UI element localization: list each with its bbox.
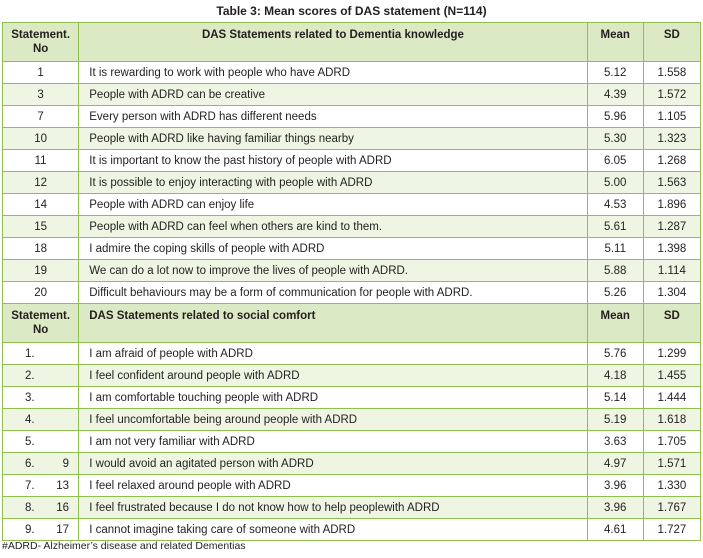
- table-row: [3, 282, 701, 304]
- statement-no: [3, 343, 79, 365]
- header-statement-no-line2: No: [32, 324, 49, 336]
- header-statement-no-line2: No: [32, 43, 49, 55]
- table-row: [3, 84, 701, 106]
- mean-value: 5.76: [587, 343, 643, 365]
- mean-value: 5.19: [587, 409, 643, 431]
- mean-value: 4.39: [587, 84, 643, 106]
- header-mean: Mean: [587, 23, 643, 62]
- sd-value: 1.268: [643, 150, 700, 172]
- table-row: [3, 453, 701, 475]
- statement-text: I am afraid of people with ADRD: [79, 343, 587, 365]
- statement-no: 11: [3, 150, 79, 172]
- statement-no: [3, 475, 79, 497]
- statement-text: People with ADRD like having familiar things nearby: [79, 128, 587, 150]
- statement-text: I feel frustrated because I do not know how to help peoplewith ADRD: [79, 497, 587, 519]
- sd-value: 1.705: [643, 431, 700, 453]
- sd-value: 1.444: [643, 387, 700, 409]
- statement-no: [3, 365, 79, 387]
- statement-text: I feel relaxed around people with ADRD: [79, 475, 587, 497]
- statement-text: It is possible to enjoy interacting with people with ADRD: [79, 172, 587, 194]
- mean-value: 4.53: [587, 194, 643, 216]
- table-row: [3, 387, 701, 409]
- statement-serial: 1.: [25, 347, 35, 360]
- sd-value: 1.114: [643, 260, 700, 282]
- mean-value: 4.18: [587, 365, 643, 387]
- sd-value: 1.287: [643, 216, 700, 238]
- mean-value: 5.96: [587, 106, 643, 128]
- statement-text: I am not very familiar with ADRD: [79, 431, 587, 453]
- statement-text: I admire the coping skills of people with ADRD: [79, 238, 587, 260]
- table-row: [3, 519, 701, 541]
- table-row: [3, 128, 701, 150]
- section-header-row: [3, 23, 701, 62]
- statement-serial: 5.: [25, 435, 35, 448]
- sd-value: 1.398: [643, 238, 700, 260]
- sd-value: 1.572: [643, 84, 700, 106]
- statement-serial: 4.: [25, 413, 35, 426]
- statement-no: 1: [3, 62, 79, 84]
- statement-no: [3, 431, 79, 453]
- table-row: [3, 475, 701, 497]
- sd-value: 1.571: [643, 453, 700, 475]
- statement-serial: 9.: [25, 523, 35, 536]
- mean-value: 5.00: [587, 172, 643, 194]
- statement-no: [3, 387, 79, 409]
- table-row: [3, 172, 701, 194]
- mean-value: 5.30: [587, 128, 643, 150]
- sd-value: 1.304: [643, 282, 700, 304]
- statement-serial: 6.: [25, 457, 35, 470]
- sd-value: 1.767: [643, 497, 700, 519]
- das-scores-table: [2, 22, 701, 541]
- statement-no: 14: [3, 194, 79, 216]
- statement-text: I cannot imagine taking care of someone with ADRD: [79, 519, 587, 541]
- table-caption: Table 3: Mean scores of DAS statement (N=114): [216, 4, 487, 18]
- sd-value: 1.323: [643, 128, 700, 150]
- sd-value: 1.896: [643, 194, 700, 216]
- header-statement: DAS Statements related to Dementia knowledge: [79, 23, 587, 62]
- header-sd: SD: [643, 23, 700, 62]
- statement-no: 10: [3, 128, 79, 150]
- header-statement: DAS Statements related to social comfort: [79, 304, 587, 343]
- statement-no: 18: [3, 238, 79, 260]
- mean-value: 4.61: [587, 519, 643, 541]
- section-header-row: [3, 304, 701, 343]
- sd-value: 1.563: [643, 172, 700, 194]
- statement-text: I am comfortable touching people with ADRD: [79, 387, 587, 409]
- header-statement-no-line1: Statement.: [11, 29, 71, 41]
- statement-serial: 8.: [25, 501, 35, 514]
- statement-serial: 3.: [25, 391, 35, 404]
- statement-original-no: 13: [56, 479, 69, 492]
- statement-original-no: 16: [56, 501, 69, 514]
- statement-no: [3, 453, 79, 475]
- sd-value: 1.105: [643, 106, 700, 128]
- sd-value: 1.558: [643, 62, 700, 84]
- table-row: [3, 431, 701, 453]
- statement-no: [3, 409, 79, 431]
- statement-no: 19: [3, 260, 79, 282]
- statement-original-no: 9: [62, 457, 69, 470]
- header-statement-no: [3, 304, 79, 343]
- statement-text: Difficult behaviours may be a form of communication for people with ADRD.: [79, 282, 587, 304]
- table-row: [3, 194, 701, 216]
- header-statement-no: [3, 23, 79, 62]
- statement-text: People with ADRD can feel when others are kind to them.: [79, 216, 587, 238]
- statement-no: 20: [3, 282, 79, 304]
- mean-value: 6.05: [587, 150, 643, 172]
- sd-value: 1.330: [643, 475, 700, 497]
- mean-value: 5.14: [587, 387, 643, 409]
- table-footnote: #ADRD- Alzheimer’s disease and related Dementias: [2, 540, 246, 552]
- mean-value: 4.97: [587, 453, 643, 475]
- statement-no: 12: [3, 172, 79, 194]
- table-row: [3, 409, 701, 431]
- statement-no: 3: [3, 84, 79, 106]
- statement-text: Every person with ADRD has different needs: [79, 106, 587, 128]
- statement-text: People with ADRD can be creative: [79, 84, 587, 106]
- mean-value: 5.26: [587, 282, 643, 304]
- statement-text: People with ADRD can enjoy life: [79, 194, 587, 216]
- table-row: [3, 62, 701, 84]
- statement-text: I feel uncomfortable being around people with ADRD: [79, 409, 587, 431]
- statement-original-no: 17: [56, 523, 69, 536]
- sd-value: 1.455: [643, 365, 700, 387]
- table-row: [3, 150, 701, 172]
- mean-value: 5.12: [587, 62, 643, 84]
- statement-no: 7: [3, 106, 79, 128]
- table-row: [3, 260, 701, 282]
- header-statement-no-line1: Statement.: [11, 310, 71, 322]
- statement-text: I would avoid an agitated person with ADRD: [79, 453, 587, 475]
- statement-text: It is important to know the past history of people with ADRD: [79, 150, 587, 172]
- statement-no: [3, 519, 79, 541]
- table-row: [3, 497, 701, 519]
- table-row: [3, 365, 701, 387]
- sd-value: 1.299: [643, 343, 700, 365]
- header-mean: Mean: [587, 304, 643, 343]
- table-row: [3, 343, 701, 365]
- statement-serial: 7.: [25, 479, 35, 492]
- mean-value: 5.61: [587, 216, 643, 238]
- table-row: [3, 106, 701, 128]
- sd-value: 1.618: [643, 409, 700, 431]
- mean-value: 3.63: [587, 431, 643, 453]
- sd-value: 1.727: [643, 519, 700, 541]
- statement-no: [3, 497, 79, 519]
- mean-value: 5.11: [587, 238, 643, 260]
- statement-text: I feel confident around people with ADRD: [79, 365, 587, 387]
- header-sd: SD: [643, 304, 700, 343]
- statement-text: We can do a lot now to improve the lives of people with ADRD.: [79, 260, 587, 282]
- table-row: [3, 238, 701, 260]
- statement-no: 15: [3, 216, 79, 238]
- mean-value: 3.96: [587, 497, 643, 519]
- statement-serial: 2.: [25, 369, 35, 382]
- statement-text: It is rewarding to work with people who have ADRD: [79, 62, 587, 84]
- table-row: [3, 216, 701, 238]
- mean-value: 3.96: [587, 475, 643, 497]
- mean-value: 5.88: [587, 260, 643, 282]
